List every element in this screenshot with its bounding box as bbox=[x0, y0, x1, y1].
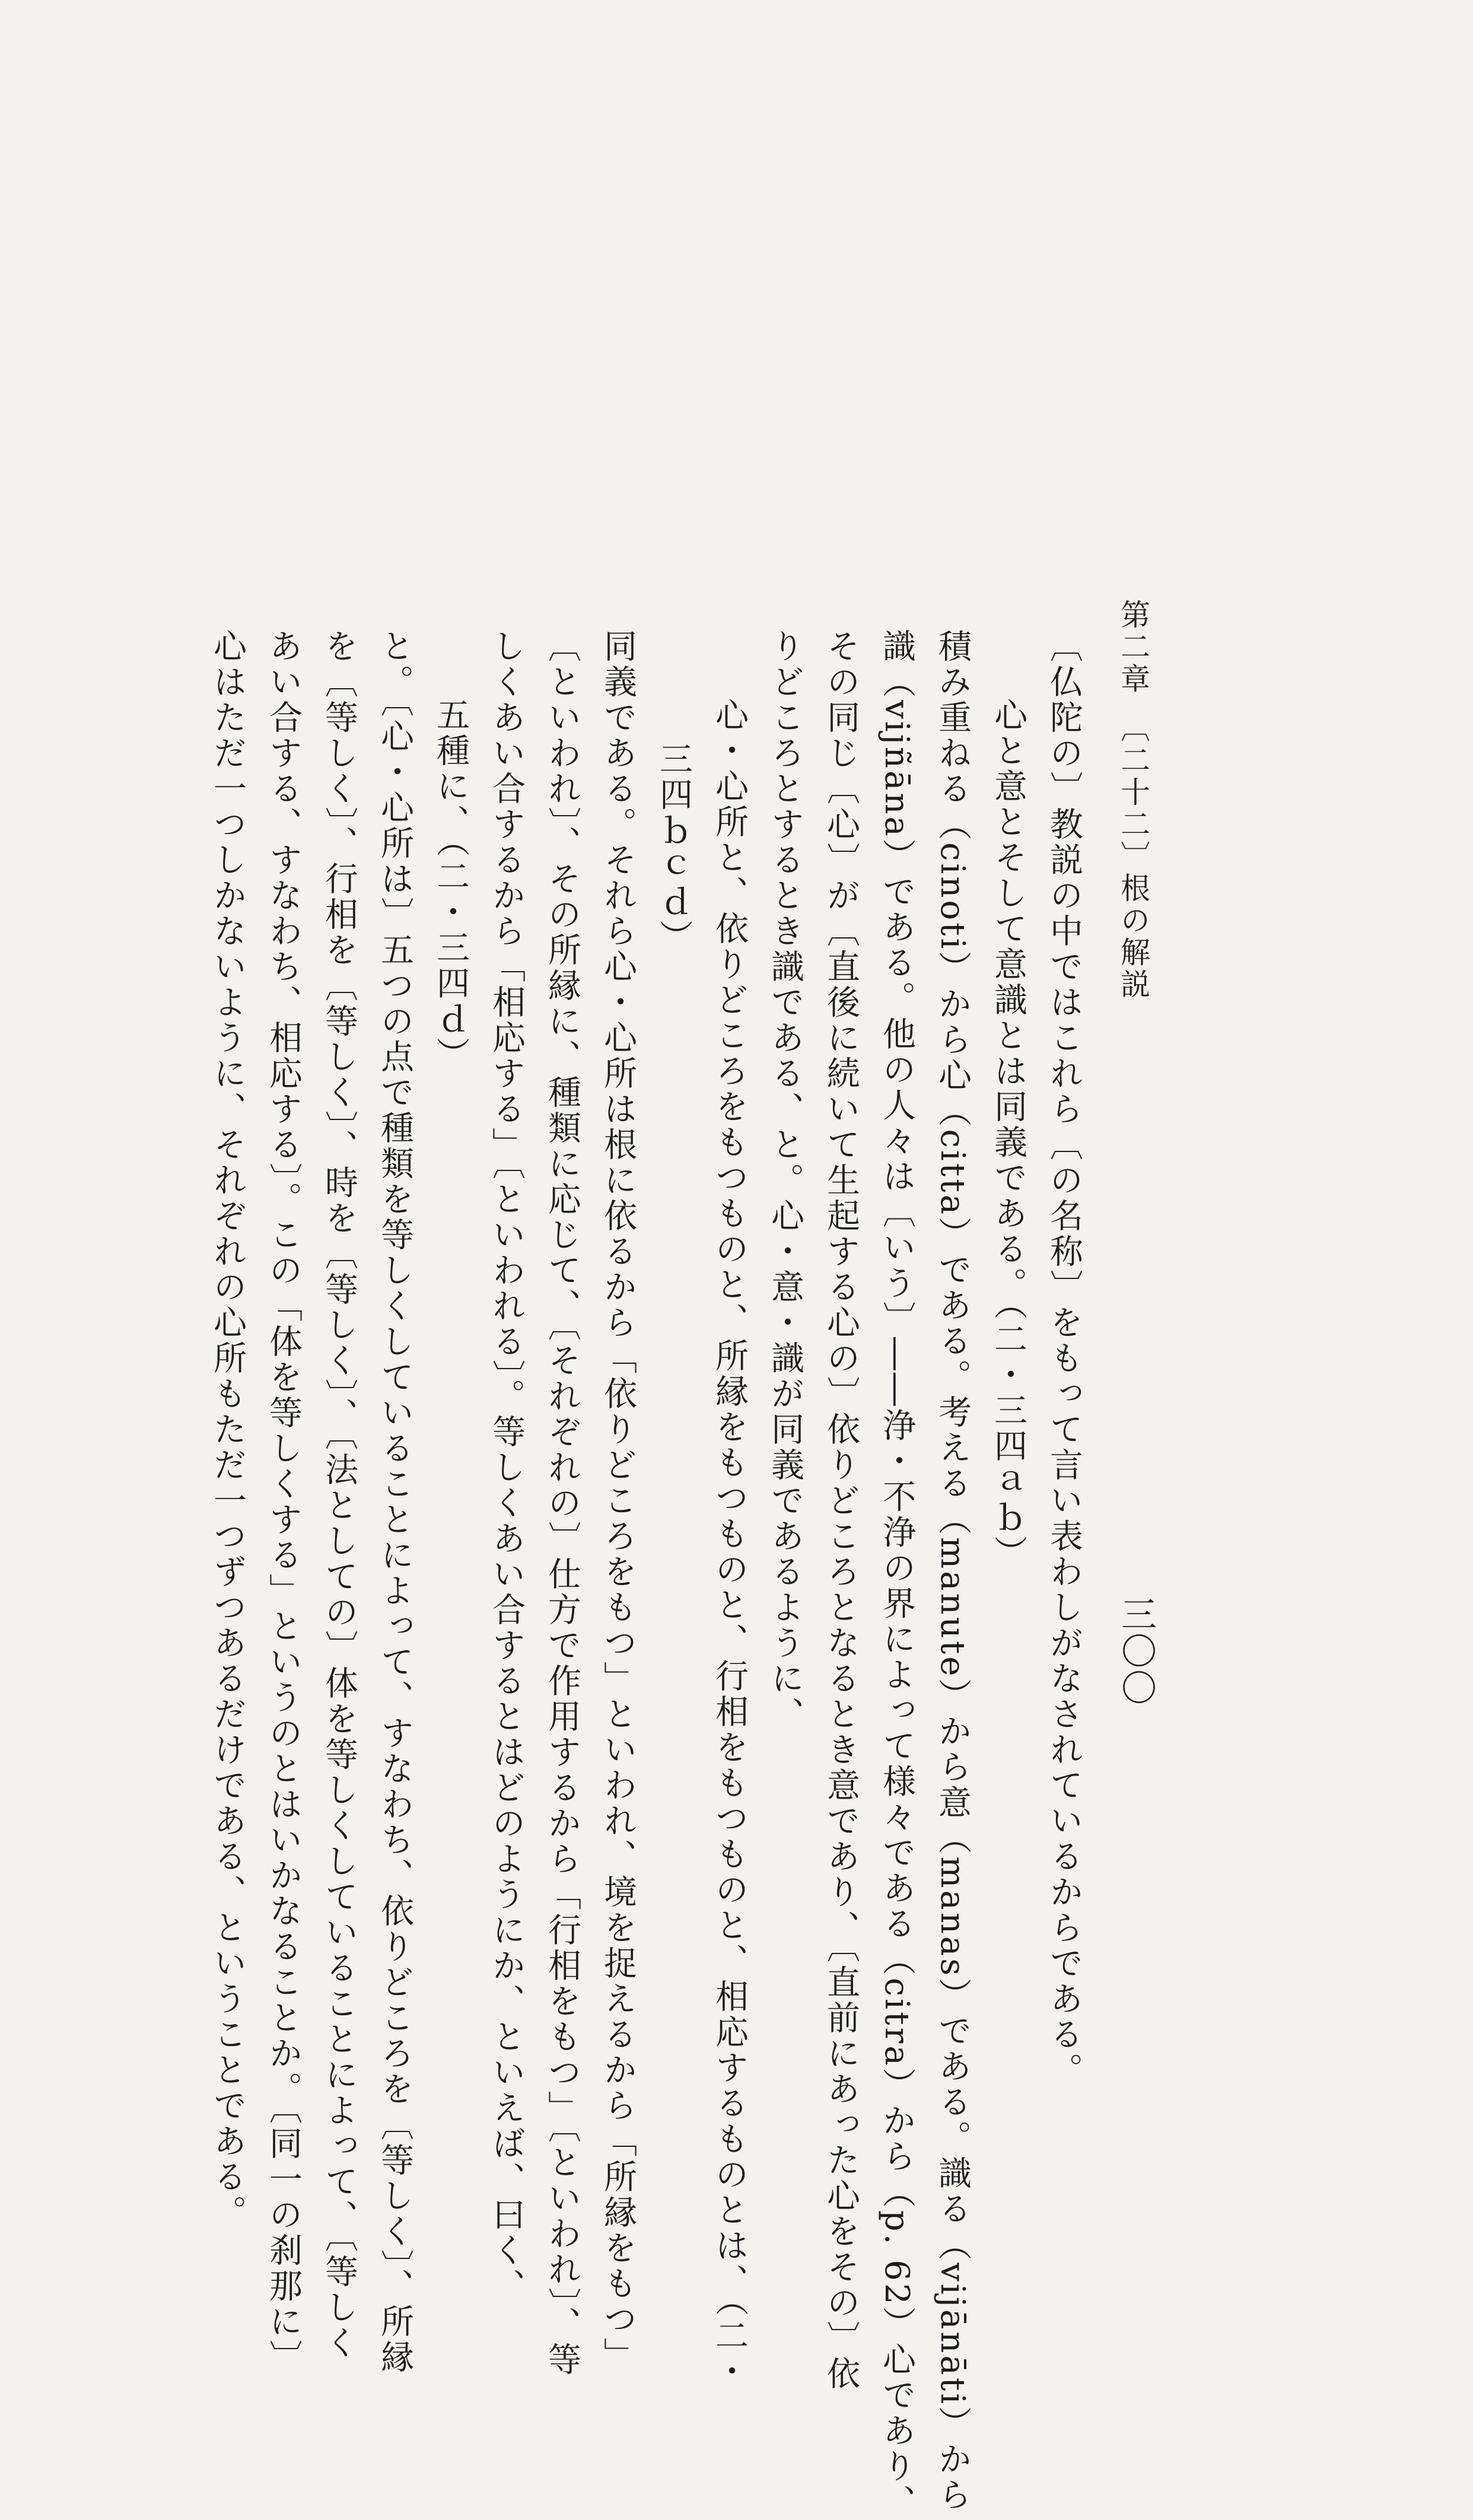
text-line: 積み重ねる（cinoti）から心（citta）である。考える（manute）から意（manas）である。識る（vijānāti）から bbox=[933, 629, 972, 2513]
text-line: しくあい合するから「相応する」〔といわれる〕。等しくあい合するとはどのようにか、といえば、曰く、 bbox=[487, 629, 526, 2304]
text-line: と。〔心・心所は〕五つの点で種類を等しくしていることによって、すなわち、依りどころを〔等しく〕、所縁 bbox=[376, 629, 414, 2375]
text-line: 心と意とそして意識とは同義である。（二・三四ａｂ） bbox=[989, 698, 1027, 1571]
text-line: あい合する、すなわち、相応する〕。この「体を等しくする」というのとはいかなることか。〔同一の刹那に〕 bbox=[264, 629, 303, 2375]
text-line: 三四ｂｃｄ） bbox=[654, 742, 693, 955]
text-line: りどころとするとき識である、と。心・意・識が同義であるように、 bbox=[766, 629, 804, 1732]
page-number: 三〇〇 bbox=[1115, 1596, 1157, 1706]
text-line: 〔仏陀の〕教説の中ではこれら〔の名称〕をもって言い表わしがなされているからである。 bbox=[1045, 629, 1083, 2088]
text-line: 五種に、（二・三四ｄ） bbox=[431, 698, 470, 1073]
text-line: 同義である。それら心・心所は根に依るから「依りどころをもつ」といわれ、境を捉えるから「所縁をもつ」 bbox=[599, 629, 637, 2373]
text-line: 〔といわれ〕、その所縁に、種類に応じて、〔それぞれの〕仕方で作用するから「行相をもつ」〔といわれ〕、等 bbox=[543, 629, 581, 2378]
text-line: を〔等しく〕、行相を〔等しく〕、時を〔等しく〕、〔法としての〕体を等しくしていることによって、〔等しく bbox=[320, 629, 358, 2361]
text-line: 心はただ一つしかないように、それぞれの心所もただ一つずつあるだけである、ということである。 bbox=[208, 629, 247, 2231]
text-line: その同じ〔心〕が〔直後に続いて生起する心の〕依りどころとなるとき意であり、〔直前にあった心をその〕依 bbox=[822, 629, 860, 2392]
body-text bbox=[208, 629, 1092, 2520]
text-line: 心・心所と、依りどころをもつものと、所縁をもつものと、行相をもつものと、相応するものとは、（二・ bbox=[710, 698, 749, 2389]
running-header-title: 第二章 〔二十二〕根の解説 bbox=[1116, 599, 1150, 1001]
text-line: 識（vijñāna）である。他の人々は〔いう〕――浄・不浄の界によって様々である（citra）から（p. 62）心であり、 bbox=[877, 629, 916, 2520]
